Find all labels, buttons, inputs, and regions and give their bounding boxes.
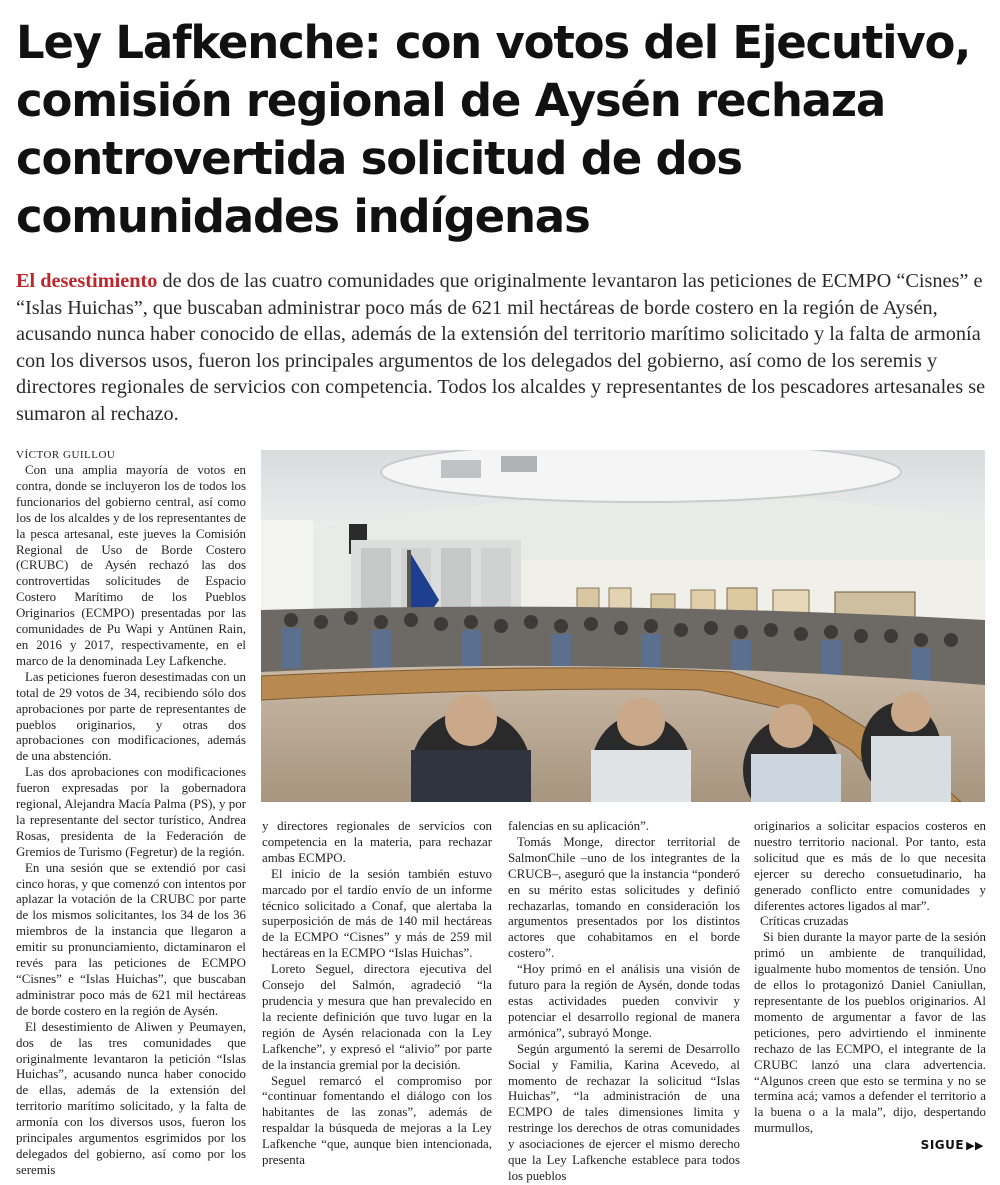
lead-text: de dos de las cuatro comunidades que originalmente levantaron las peticiones de ECMPO “Cisnes” e “Islas Huichas”, que buscaban administrar poco más de 621 mil hectáreas de borde costero en la región de Aysén, acusando nunca haber conocido de ellas, además de la extensión del territorio marítimo solicitado y la falta de armonía con los diversos usos, fueron los principales argumentos de los delegados del gobierno, así como de los seremis y directores regionales de servicios con competencia. Todos los alcaldes y representantes de los pescadores artesanales se sumaron al rechazo. — [16, 270, 986, 425]
subheading: Críticas cruzadas — [760, 914, 849, 929]
double-arrow-icon: ▶▶ — [966, 1139, 984, 1152]
lead-paragraph — [16, 268, 991, 427]
byline: VÍCTOR GUILLOU — [16, 449, 116, 461]
body-paragraph: En una sesión que se extendió por casi cinco horas, y que comenzó con intentos por aplazar la votación de la CRUBC por parte de los mismos solicitantes, los 34 de los 36 miembros de la instancia que llegaron a emitir su pronunciamiento, dictaminaron el revés para las peticiones de ECMPO “Cisnes” e “Islas Huichas”, que buscaban administrar poco más de 621 mil hectáreas de borde costero en la región de Aysén. — [16, 860, 246, 1018]
headline-line: Ley Lafkenche: con votos del Ejecutivo, — [16, 16, 971, 69]
continued-label: SIGUE — [920, 1138, 965, 1152]
headline-line: comisión regional de Aysén rechaza — [16, 74, 885, 127]
body-paragraph: Tomás Monge, director territorial de SalmonChile –uno de los integrantes de la CRUCB–, aseguró que la instancia “ponderó en su mérito estas solicitudes y definió rechazarlas, tomando en consideración los argumentos presentados por los distintos actores que cohabitamos en el borde costero”. — [508, 834, 740, 961]
body-column-1 — [16, 463, 246, 1179]
headline — [16, 14, 986, 246]
body-paragraph: falencias en su aplicación”. — [508, 819, 650, 833]
body-paragraph: Seguel remarcó el compromiso por “continuar fomentando el diálogo con los habitantes de las zonas”, además de respaldar la búsqueda de mejoras a la Ley Lafkenche “que, aunque bien intencionada, presenta — [262, 1073, 492, 1168]
body-paragraph: El desestimiento de Aliwen y Peumayen, dos de las tres comunidades que originalmente levantaron la petición “Islas Huichas”, acusando nunca haber conocido de ellas, además de la extensión del territorio marítimo solicitado, y la falta de armonía con los diversos usos, fueron los principales argumentos esgrimidos por los delegados del gobierno, así como por los seremis — [16, 1019, 246, 1177]
headline-line: comunidades indígenas — [16, 190, 590, 243]
body-column-3 — [508, 819, 740, 1185]
body-paragraph: originarios a solicitar espacios costeros en nuestro territorio nacional. Por tanto, esta solicitud que es más de lo que necesita ejercer su derecho consuetudinario, ha generado conflicto entre comunidades y diferentes actores ligados al mar”. — [754, 819, 986, 913]
body-paragraph: Las dos aprobaciones con modificaciones fueron expresadas por la gobernadora regional, Alejandra Macía Palma (PS), y por la representante del sector turístico, Andrea Rosas, presidenta de la Federación de Gremios de Turismo (Fegretur) de la región. — [16, 765, 246, 859]
body-paragraph: Según argumentó la seremi de Desarrollo Social y Familia, Karina Acevedo, al momento de rechazar la solicitud “Islas Huichas”, “la administración de una ECMPO de tales dimensiones limita y restringe los derechos de otras comunidades y asociaciones de ejercer el mismo derecho que la Ley Lafkenche establece para todos los pueblos — [508, 1041, 740, 1183]
body-paragraph: Las peticiones fueron desestimadas con un total de 29 votos de 34, recibiendo sólo dos aprobaciones por parte de representantes de pueblos originarios, y otras dos aprobaciones con modificaciones, además de una abstención. — [16, 669, 246, 764]
body-column-4 — [754, 819, 986, 1137]
lead-kicker: El desestimiento — [16, 270, 158, 292]
body-paragraph: “Hoy primó en el análisis una visión de futuro para la región de Aysén, donde todas estas actividades pueden convivir y potenciar el desarrollo regional de manera armónica”, subrayó Monge. — [508, 962, 740, 1040]
body-paragraph: Con una amplia mayoría de votos en contra, donde se incluyeron los de todos los funcionarios del gobierno central, así como los de los alcaldes y de los representantes de la pesca artesanal, este jueves la Comisión Regional de Uso de Borde Costero (CRUBC) de Aysén rechazó las dos controvertidas solicitudes de Espacio Costero Marítimo de los Pueblos Originarios (ECMPO) presentadas por las comunidades de Pu Wapi y Antünen Rain, en 2016 y 2017, respectivamente, en el marco de la denominada Ley Lafkenche. — [16, 463, 246, 668]
body-paragraph: El inicio de la sesión también estuvo marcado por el tardío envío de un informe técnico solicitado a Conaf, que alertaba la superposición de más de 140 mil hectáreas de la ECMPO “Cisnes” y más de 259 mil hectáreas en la ECMPO “Islas Huichas”. — [262, 866, 492, 961]
headline-line: controvertida solicitud de dos — [16, 132, 742, 185]
body-paragraph: Si bien durante la mayor parte de la sesión primó un ambiente de tranquilidad, igualmente hubo momentos de tensión. Uno de ellos lo protagonizó Daniel Caniullan, representante de los pueblos originarios. Al momento de argumentar a favor de las peticiones, pero advirtiendo el inminente rechazo de las ECMPO, el integrante de la CRUBC lanzó una clara advertencia. “Algunos creen que esto se termina y no se termina acá; vamos a defender el territorio a la buena o a la mala”, dijo, despertando murmullos, — [754, 930, 986, 1136]
continued-marker — [921, 1138, 984, 1152]
body-paragraph: Loreto Seguel, directora ejecutiva del Consejo del Salmón, agradeció “la prudencia y mesura que han prevalecido en la reciente definición que tuvo lugar en la región de Aysén relacionada con la Ley Lafkenche”, y expresó el “alivio” por parte de la instancia gremial por la decisión. — [262, 962, 492, 1072]
meeting-room-photo — [261, 450, 985, 802]
photo-illustration — [261, 450, 985, 802]
body-column-2 — [262, 819, 492, 1169]
body-paragraph: y directores regionales de servicios con competencia en la materia, para rechazar ambas ECMPO. — [262, 819, 492, 865]
